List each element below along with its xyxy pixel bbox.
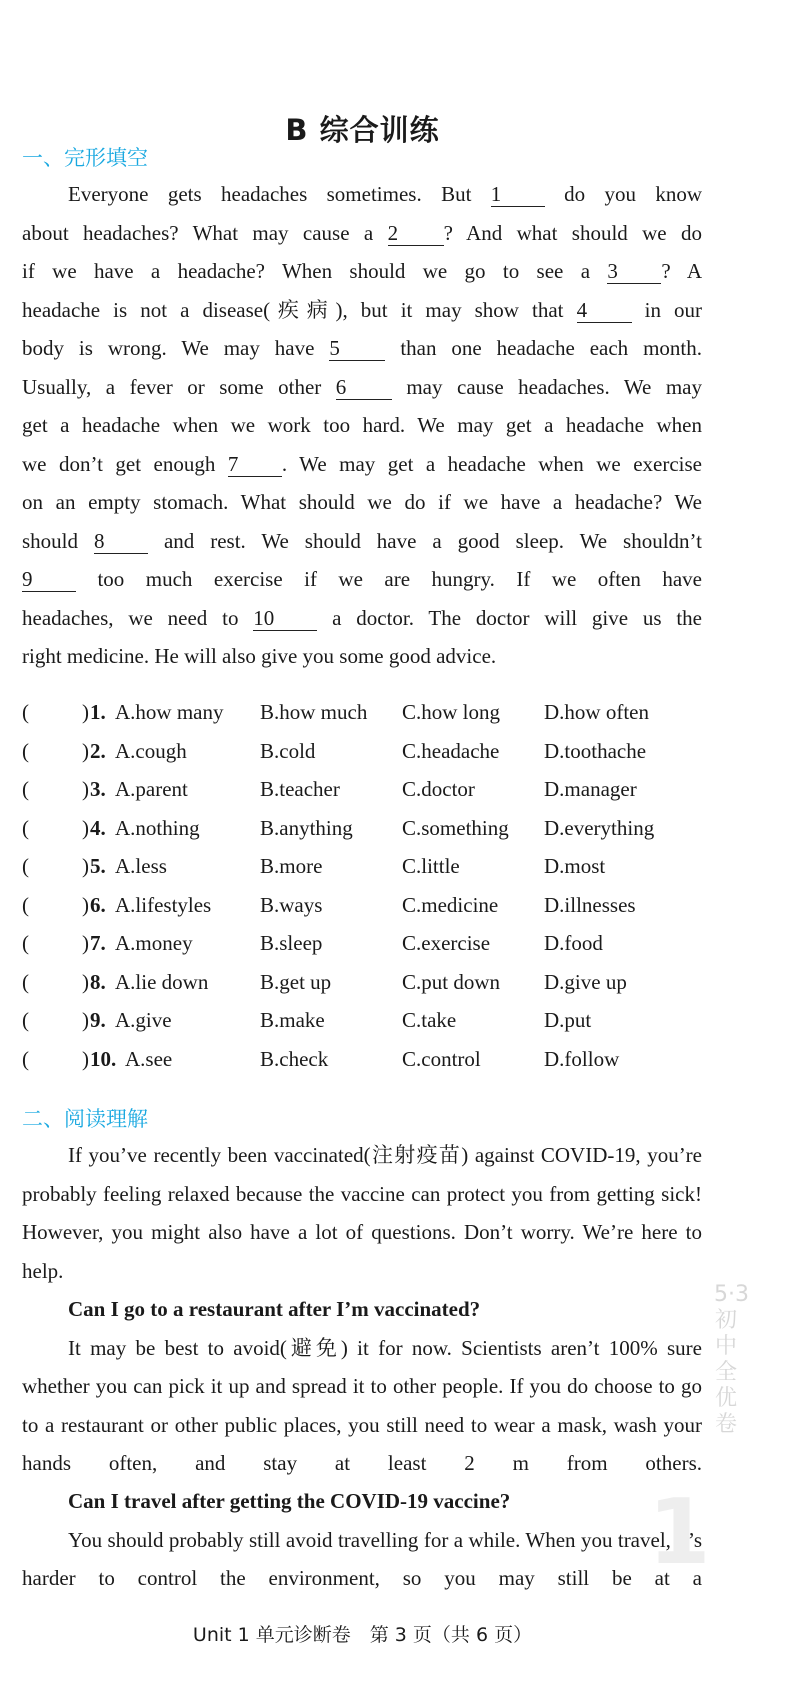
option-c[interactable]: C.headache (402, 738, 500, 763)
cloze-line: Usually, a fever or some other 6 may cause headaches. We may (22, 374, 702, 399)
option-b[interactable]: B.sleep (260, 931, 323, 955)
question-number: 9. (90, 1008, 106, 1032)
cloze-line: 9 too much exercise if we are hungry. If we often have (22, 567, 702, 591)
cloze-line: right medicine. He will also give you some good advice. (22, 644, 497, 668)
blank-2[interactable]: 2 (388, 221, 444, 246)
option-c[interactable]: C.little (402, 854, 460, 878)
question-row (22, 809, 702, 847)
blank-8[interactable]: 8 (94, 529, 148, 554)
blank-4[interactable]: 4 (577, 298, 632, 323)
option-a[interactable]: A.parent (115, 777, 188, 801)
answer-paren-open[interactable]: ( (22, 892, 29, 917)
option-c[interactable]: C.medicine (402, 892, 499, 917)
question-row (22, 1040, 702, 1078)
blank-3[interactable]: 3 (607, 259, 661, 284)
cloze-line: we don’t get enough 7 . We may get a headache when we exercise (22, 451, 702, 476)
blank-9[interactable]: 9 (22, 567, 76, 592)
option-b[interactable]: B.how much (260, 700, 368, 724)
option-b[interactable]: B.anything (260, 815, 353, 840)
option-b[interactable]: B.more (260, 854, 323, 878)
option-d[interactable]: D.illnesses (544, 892, 636, 917)
option-b[interactable]: B.make (260, 1008, 325, 1032)
question-number: 3. (90, 777, 106, 801)
answer-paren-open[interactable]: ( (22, 815, 29, 840)
cloze-line: if we have a headache? When should we go to see a 3 ? A (22, 259, 702, 283)
question-number: 10. (90, 1046, 117, 1071)
question-row (22, 1001, 702, 1039)
reading-answer-paragraph: You should probably still avoid travelling for a while. When you travel, it’s harder to control the environment, so you may still be at a (22, 1527, 702, 1590)
blank-7[interactable]: 7 (228, 452, 282, 477)
option-d[interactable]: D.follow (544, 1046, 620, 1071)
reading-intro: If you’ve recently been vaccinated(注射疫苗) against COVID-19, you’re probably feeling relaxed because the vaccine can protect you from getting sick! However, you might also have a lot of questions. Don’t worry. We’re here to help. (22, 1143, 702, 1283)
question-number: 4. (90, 815, 106, 840)
blank-5[interactable]: 5 (329, 336, 385, 361)
cloze-line: should 8 and rest. We should have a good sleep. We shouldn’t (22, 528, 702, 553)
answer-paren-open[interactable]: ( (22, 700, 29, 724)
reading-question-heading: Can I go to a restaurant after I’m vaccinated? (68, 1297, 481, 1321)
answer-paren-open[interactable]: ( (22, 777, 29, 801)
cloze-line: get a headache when we work too hard. We may get a headache when (22, 413, 702, 437)
cloze-line: headaches, we need to 10 a doctor. The doctor will give us the (22, 605, 702, 630)
question-row (22, 924, 702, 962)
question-number: 1. (90, 700, 106, 724)
answer-paren-close: ) (82, 854, 89, 878)
option-a[interactable]: A.lifestyles (115, 892, 212, 917)
option-d[interactable]: D.toothache (544, 738, 647, 763)
answer-paren-open[interactable]: ( (22, 854, 29, 878)
question-row (22, 886, 702, 924)
reading-answer-paragraph: It may be best to avoid(避免) it for now. Scientists aren’t 100% sure whether you can pick it up and spread it to other people. If you do choose to go to a restaurant or other public places, you still need to wear a mask, wash your hands often, and stay at least 2 m from others. (22, 1335, 702, 1475)
option-d[interactable]: D.manager (544, 777, 637, 801)
cloze-line: body is wrong. We may have 5 than one headache each month. (22, 336, 703, 360)
option-a[interactable]: A.see (125, 1046, 173, 1071)
section-heading-cloze: 一、完形填空 (22, 146, 148, 170)
question-row (22, 770, 702, 808)
question-row (22, 693, 702, 731)
answer-paren-open[interactable]: ( (22, 1008, 29, 1032)
question-number: 8. (90, 969, 106, 994)
question-row (22, 963, 702, 1001)
page-footer: Unit 1 单元诊断卷 第 3 页（共 6 页） (192, 1624, 533, 1646)
option-a[interactable]: A.lie down (115, 969, 209, 994)
question-number: 6. (90, 892, 106, 917)
answer-paren-open[interactable]: ( (22, 1046, 29, 1071)
option-d[interactable]: D.most (544, 854, 606, 878)
blank-6[interactable]: 6 (336, 375, 392, 400)
answer-paren-close: ) (82, 815, 89, 840)
page-title: B 综合训练 (285, 113, 440, 147)
question-number: 2. (90, 738, 106, 763)
answer-paren-close: ) (82, 931, 89, 955)
option-d[interactable]: D.put (544, 1008, 592, 1032)
option-c[interactable]: C.how long (402, 700, 501, 724)
cloze-line: headache is not a disease(疾病), but it may show that 4 in our (22, 297, 702, 322)
option-b[interactable]: B.teacher (260, 777, 340, 801)
question-row (22, 732, 702, 770)
option-c[interactable]: C.control (402, 1046, 481, 1071)
side-watermark-digit: 1 (648, 1480, 711, 1585)
option-d[interactable]: D.how often (544, 700, 649, 724)
cloze-line: Everyone gets headaches sometimes. But 1 do you know (68, 182, 702, 206)
option-d[interactable]: D.food (544, 931, 603, 955)
answer-paren-open[interactable]: ( (22, 931, 29, 955)
option-a[interactable]: A.money (115, 931, 193, 955)
option-c[interactable]: C.doctor (402, 777, 475, 801)
option-c[interactable]: C.exercise (402, 931, 491, 955)
option-a[interactable]: A.nothing (115, 815, 200, 840)
question-number: 5. (90, 854, 106, 878)
side-watermark-text: 5·3初中全优卷 (714, 1282, 749, 1437)
question-number: 7. (90, 931, 106, 955)
option-b[interactable]: B.check (260, 1046, 329, 1071)
option-b[interactable]: B.ways (260, 892, 323, 917)
answer-paren-close: ) (82, 738, 89, 763)
section-heading-reading: 二、阅读理解 (22, 1107, 148, 1131)
cloze-line: about headaches? What may cause a 2 ? And what should we do (22, 220, 702, 245)
option-d[interactable]: D.everything (544, 815, 655, 840)
answer-paren-close: ) (82, 892, 89, 917)
option-a[interactable]: A.cough (115, 738, 187, 763)
answer-paren-close: ) (82, 969, 89, 994)
answer-paren-close: ) (82, 1008, 89, 1032)
option-a[interactable]: A.less (115, 854, 167, 878)
answer-paren-close: ) (82, 700, 89, 724)
answer-paren-open[interactable]: ( (22, 969, 29, 994)
blank-1[interactable]: 1 (491, 182, 545, 207)
option-c[interactable]: C.something (402, 815, 509, 840)
option-c[interactable]: C.put down (402, 969, 501, 994)
cloze-passage (22, 175, 702, 214)
cloze-line: on an empty stomach. What should we do if we have a headache? We (22, 490, 702, 514)
option-b[interactable]: B.cold (260, 738, 316, 763)
option-a[interactable]: A.give (115, 1008, 172, 1032)
option-b[interactable]: B.get up (260, 969, 332, 994)
option-d[interactable]: D.give up (544, 969, 627, 994)
blank-10[interactable]: 10 (253, 606, 317, 631)
answer-paren-close: ) (82, 1046, 89, 1071)
question-row (22, 847, 702, 885)
reading-question-heading: Can I travel after getting the COVID-19 vaccine? (68, 1489, 511, 1513)
option-a[interactable]: A.how many (115, 700, 224, 724)
option-c[interactable]: C.take (402, 1008, 457, 1032)
answer-paren-open[interactable]: ( (22, 738, 29, 763)
answer-paren-close: ) (82, 777, 89, 801)
